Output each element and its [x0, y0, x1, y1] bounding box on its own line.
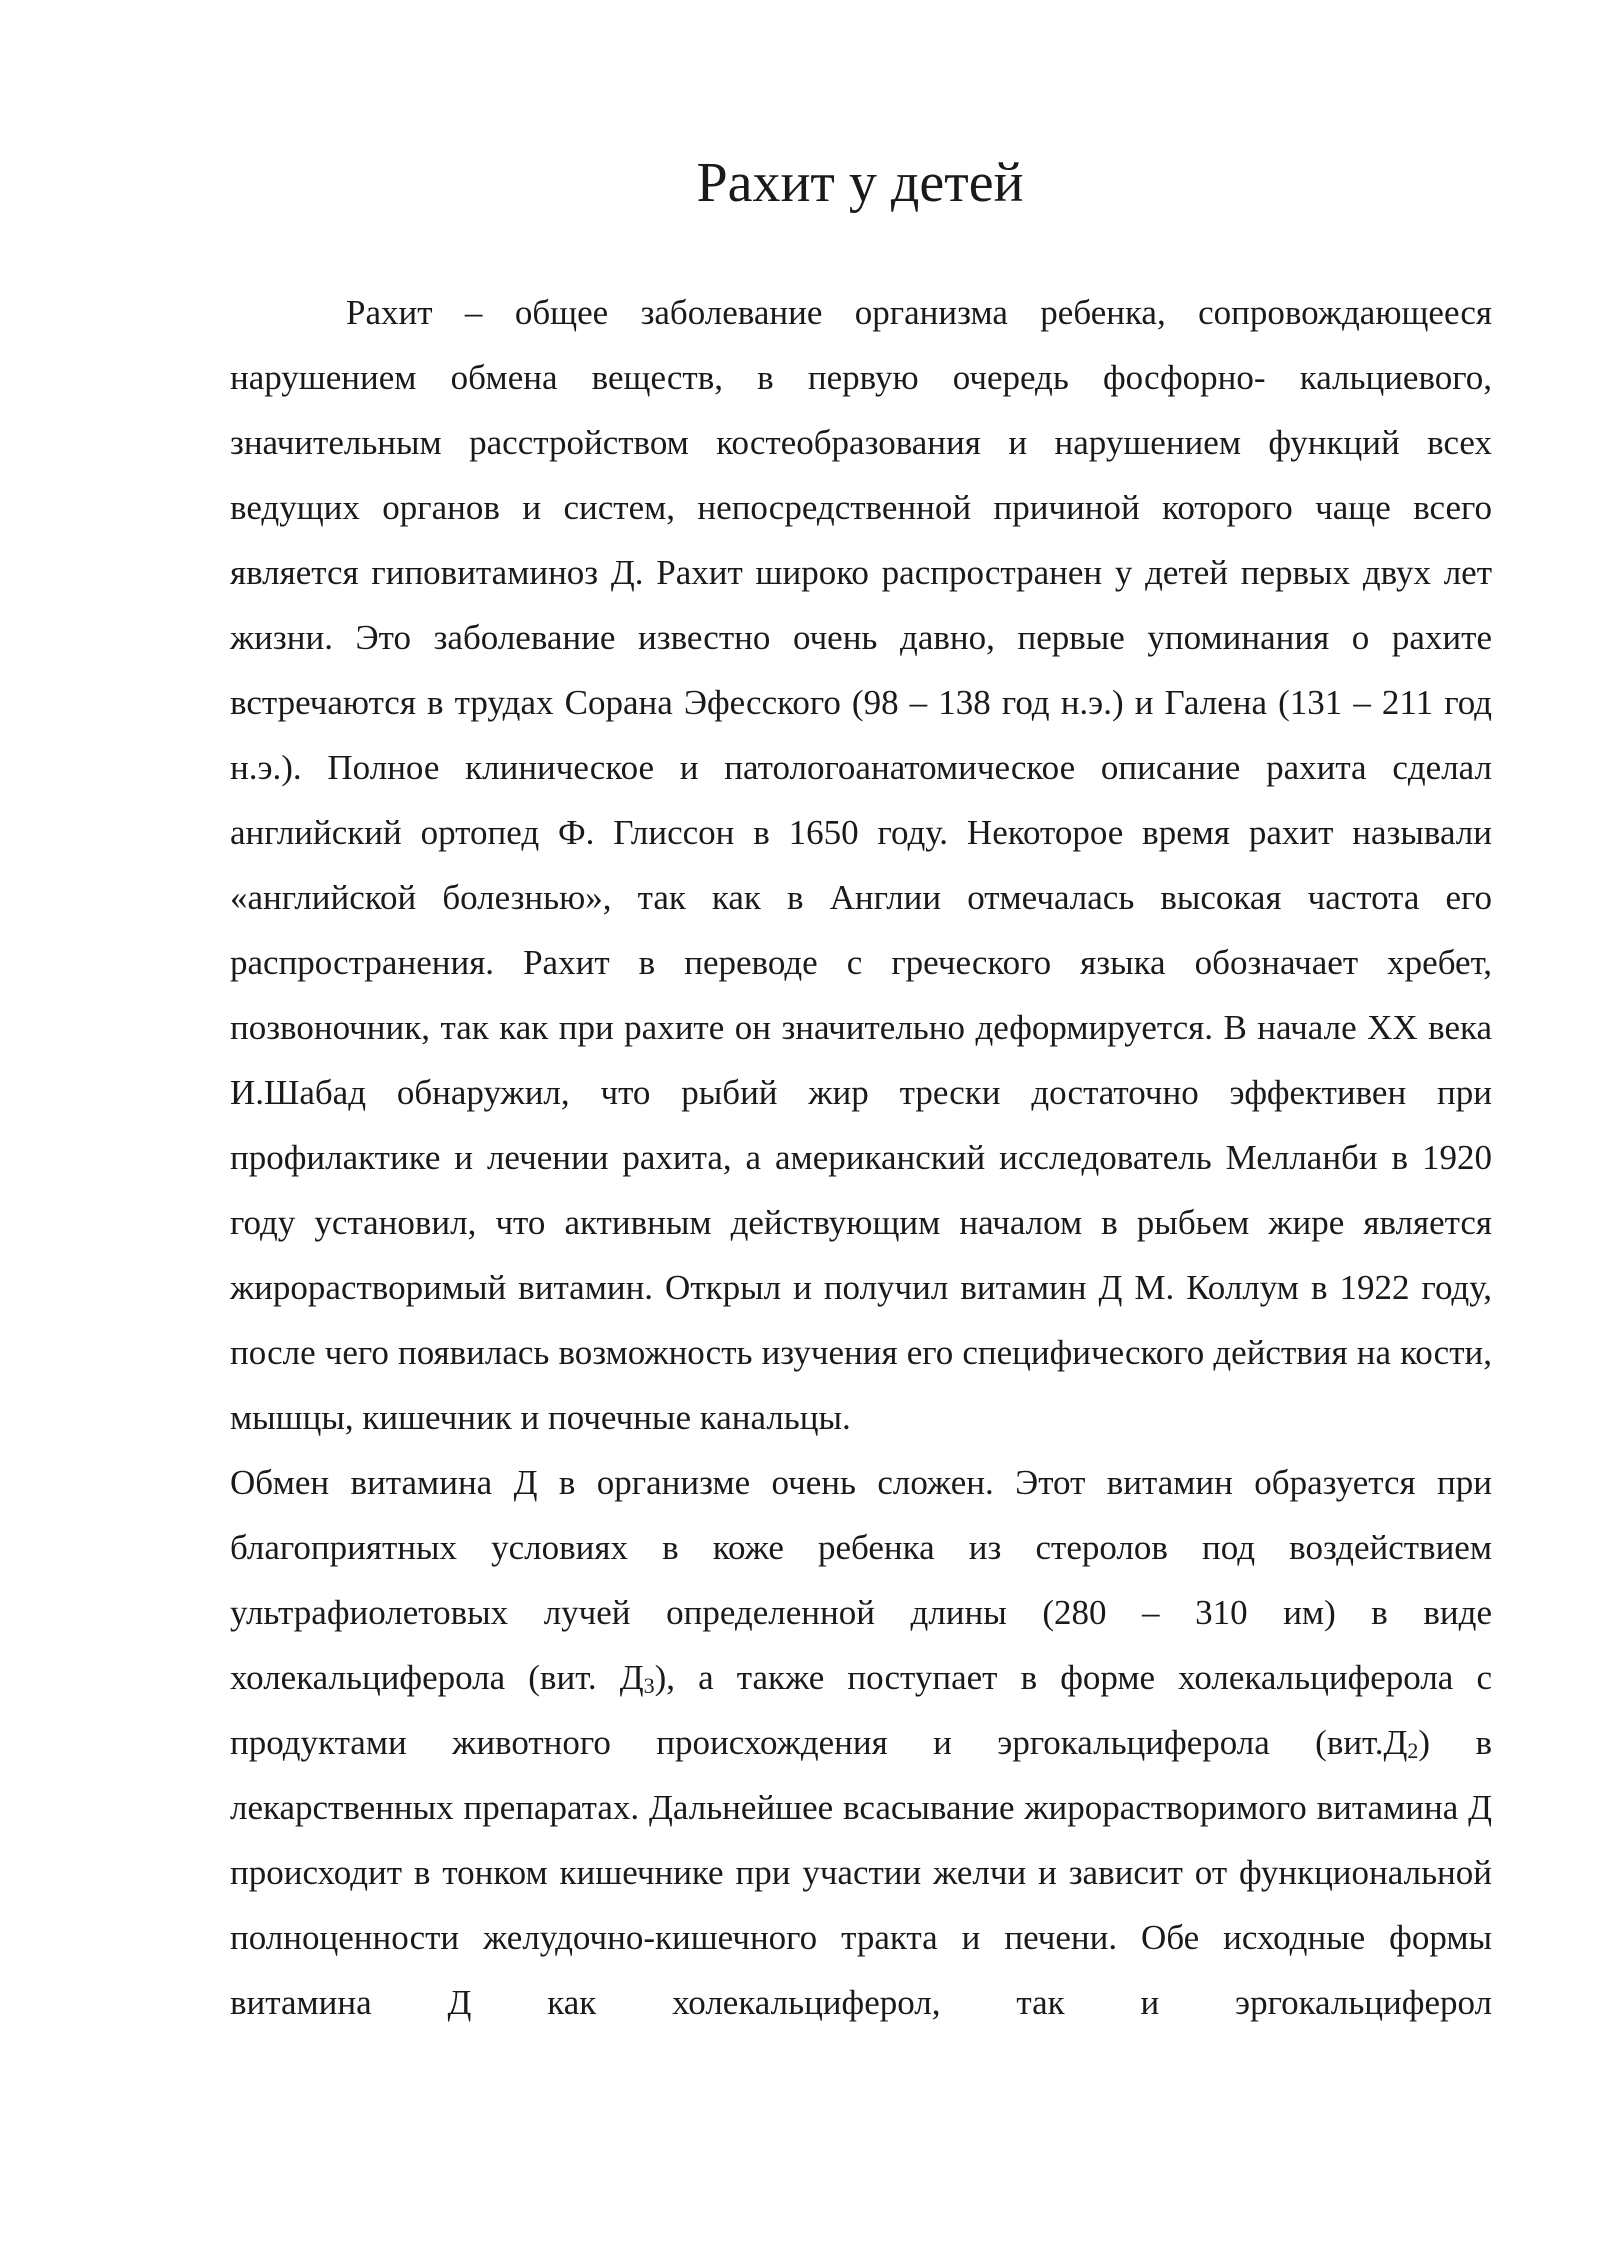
paragraph-2-text-1: Обмен витамина Д в организме очень сложен. Этот витамин образуется при благоприятных условиях в коже ребенка из стеролов под воздействием ультрафиолетовых лучей определенной длины (280 – 310 им) в виде холекальциферола (вит. Д: [230, 1463, 1492, 1697]
document-body: [230, 280, 1492, 2035]
paragraph-2-text-2: ), а также поступает в форме холекальциферола с продуктами животного происхождения и эргокальциферола (вит.Д: [230, 1658, 1492, 1762]
subscript-3: 3: [643, 1673, 655, 1698]
paragraph-2: [230, 1450, 1492, 2035]
paragraph-2-text-3: ) в лекарственных препаратах. Дальнейшее всасывание жирорастворимого витамина Д происходит в тонком кишечнике при участии желчи и зависит от функциональной полноценности желудочно-кишечного тракта и печени. Обе исходные формы витамина Д как холекальциферол, так и эргокальциферол: [230, 1723, 1492, 2022]
subscript-2: 2: [1407, 1738, 1419, 1763]
document-title: Рахит у детей: [696, 152, 1024, 214]
paragraph-1: Рахит – общее заболевание организма ребенка, сопровождающееся нарушением обмена веществ, в первую очередь фосфорно- кальциевого, значительным расстройством костеобразования и нарушением функций всех ведущих органов и систем, непосредственной причиной которого чаще всего является гиповитаминоз Д. Рахит широко распространен у детей первых двух лет жизни. Это заболевание известно очень давно, первые упоминания о рахите встречаются в трудах Сорана Эфесского (98 – 138 год н.э.) и Галена (131 – 211 год н.э.). Полное клиническое и патологоанатомическое описание рахита сделал английский ортопед Ф. Глиссон в 1650 году. Некоторое время рахит называли «английской болезнью», так как в Англии отмечалась высокая частота его распространения. Рахит в переводе с греческого языка обозначает хребет, позвоночник, так как при рахите он значительно деформируется. В начале XX века И.Шабад обнаружил, что рыбий жир трески достаточно эффективен при профилактике и лечении рахита, а американский исследователь Мелланби в 1920 году установил, что активным действующим началом в рыбьем жире является жирорастворимый витамин. Открыл и получил витамин Д М. Коллум в 1922 году, после чего появилась возможность изучения его специфического действия на кости, мышцы, кишечник и почечные канальцы.: [230, 293, 1492, 1437]
